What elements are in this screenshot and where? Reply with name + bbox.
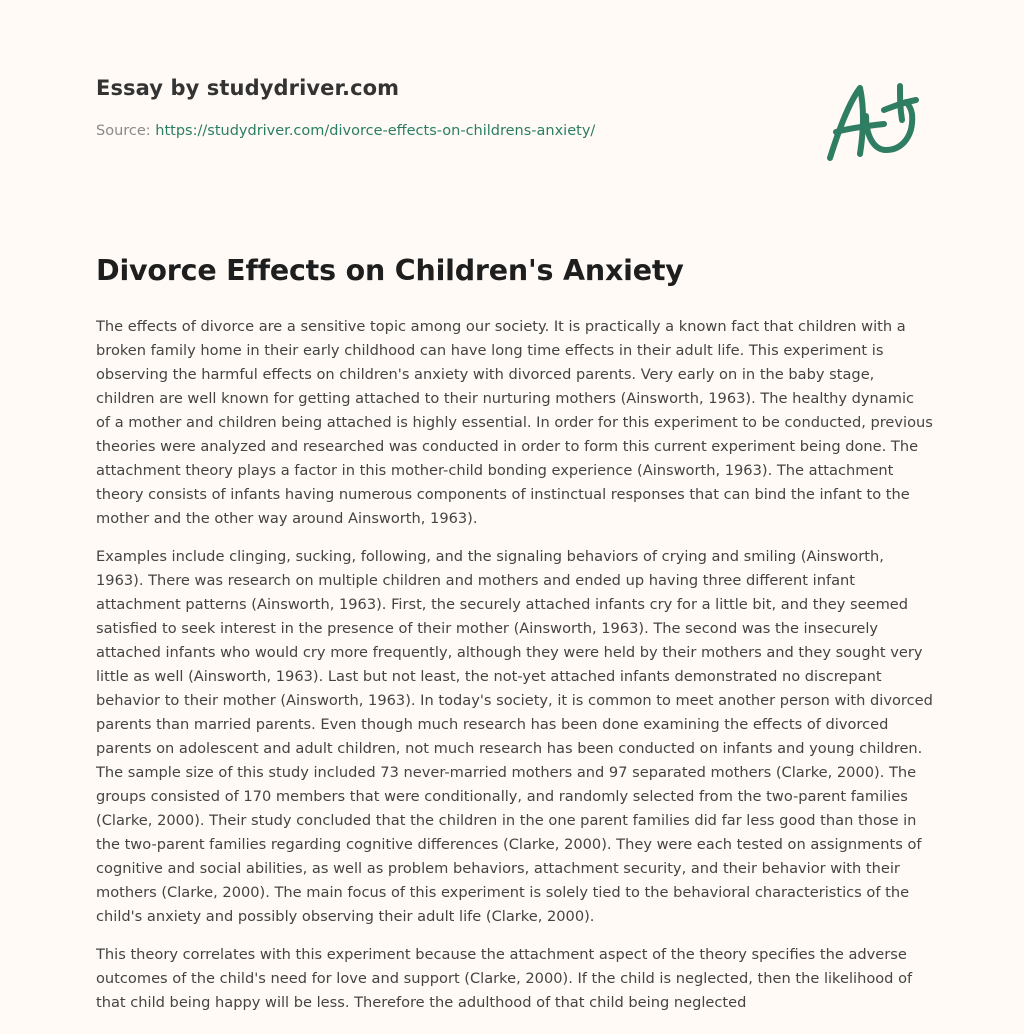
text-line: parents on adolescent and adult children, not much research has been conducted on infants and young children. <box>96 740 923 757</box>
text-line: observing the harmful effects on children's anxiety with divorced parents. Very early on in the baby stage, <box>96 366 875 383</box>
text-line: The effects of divorce are a sensitive topic among our society. It is practically a known fact that children with a <box>96 318 906 335</box>
essay-body <box>96 315 936 1029</box>
text-line: the two-parent families regarding cognitive differences (Clarke, 2000). They were each tested on assignments of <box>96 836 922 853</box>
text-line: attached infants who would cry more frequently, although they were held by their mothers and they sought very <box>96 644 923 661</box>
text-line: mothers (Clarke, 2000). The main focus of this experiment is solely tied to the behavioral characteristics of the <box>96 884 910 901</box>
text-line: This theory correlates with this experiment because the attachment aspect of the theory specifies the adverse <box>96 946 907 963</box>
text-line: parents than married parents. Even though much research has been done examining the effects of divorced <box>96 716 889 733</box>
text-line: Examples include clinging, sucking, following, and the signaling behaviors of crying and smiling (Ainsworth, <box>96 548 884 565</box>
text-line: theories were analyzed and researched was conducted in order to form this current experiment being done. The <box>96 438 919 455</box>
text-line: theory consists of infants having numerous components of instinctual responses that can bind the infant to the <box>96 486 910 503</box>
text-line: outcomes of the child's need for love and support (Clarke, 2000). If the child is neglected, then the likelihood of <box>96 970 913 987</box>
text-line: little as well (Ainsworth, 1963). Last but not least, the not-yet attached infants demonstrated no discrepant <box>96 668 882 685</box>
paragraph-2 <box>96 545 936 929</box>
source-label: Source: <box>96 123 151 139</box>
text-line: satisfied to seek interest in the presence of their mother (Ainsworth, 1963). The second was the insecurely <box>96 620 879 637</box>
text-line: of a mother and children being attached is highly essential. In order for this experiment to be conducted, previous <box>96 414 933 431</box>
text-line: (Clarke, 2000). Their study concluded that the children in the one parent families did far less good than those in <box>96 812 917 829</box>
site-brand-title: Essay by studydriver.com <box>96 76 400 100</box>
source-line <box>96 123 595 139</box>
text-line: attachment theory plays a factor in this mother-child bonding experience (Ainsworth, 1963). The attachment <box>96 462 894 479</box>
text-line: that child being happy will be less. Therefore the adulthood of that child being neglected <box>96 994 747 1011</box>
text-line: broken family home in their early childhood can have long time effects in their adult life. This experiment is <box>96 342 884 359</box>
text-line: groups consisted of 170 members that were conditionally, and randomly selected from the two-parent families <box>96 788 908 805</box>
text-line: cognitive and social abilities, as well as problem behaviors, attachment security, and their behavior with their <box>96 860 900 877</box>
a-plus-grade-logo-icon <box>820 66 930 166</box>
text-line: mother and the other way around Ainsworth, 1963). <box>96 510 478 527</box>
paragraph-1 <box>96 315 936 531</box>
text-line: attachment patterns (Ainsworth, 1963). First, the securely attached infants cry for a little bit, and they seemed <box>96 596 909 613</box>
paragraph-3 <box>96 943 936 1015</box>
text-line: children are well known for getting attached to their nurturing mothers (Ainsworth, 1963). The healthy dynamic <box>96 390 915 407</box>
text-line: behavior to their mother (Ainsworth, 1963). In today's society, it is common to meet another person with divorced <box>96 692 933 709</box>
text-line: child's anxiety and possibly observing their adult life (Clarke, 2000). <box>96 908 595 925</box>
essay-title: Divorce Effects on Children's Anxiety <box>96 254 684 287</box>
text-line: The sample size of this study included 73 never-married mothers and 97 separated mothers (Clarke, 2000). The <box>96 764 917 781</box>
source-link[interactable]: https://studydriver.com/divorce-effects-on-childrens-anxiety/ <box>155 123 596 139</box>
text-line: 1963). There was research on multiple children and mothers and ended up having three different infant <box>96 572 855 589</box>
